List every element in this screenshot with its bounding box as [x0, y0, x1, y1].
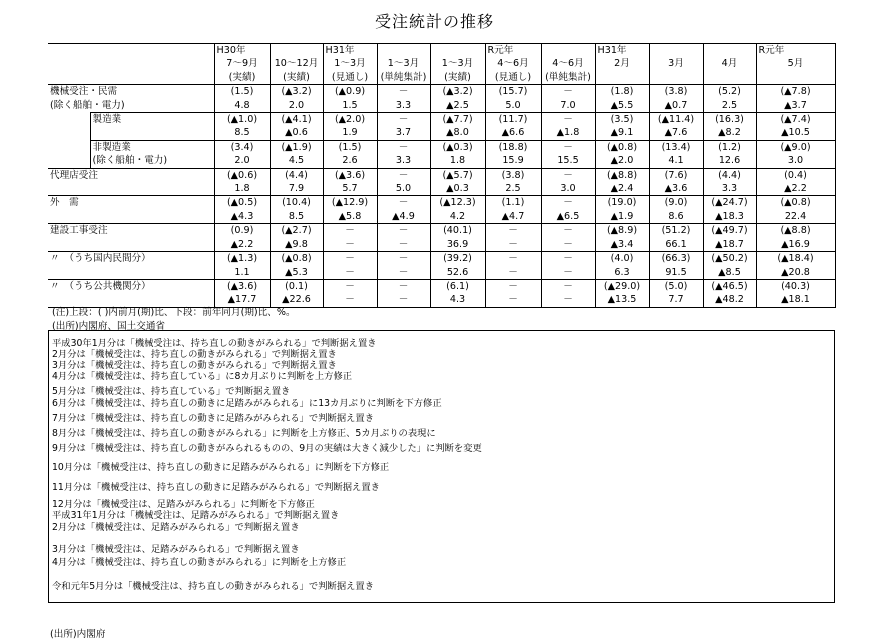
table-row — [48, 266, 835, 280]
row-label — [90, 126, 214, 140]
judgment-line: 2月分は「機械受注は、足踏みがみられる」で判断据え置き — [52, 522, 300, 533]
table-row — [48, 168, 835, 182]
table-cell: (13.4) — [649, 140, 703, 154]
table-cell: (▲49.7) — [703, 224, 756, 238]
table-cell: 3.0 — [756, 154, 835, 168]
table-cell: 1.5 — [323, 99, 377, 113]
indent-cell — [48, 126, 90, 140]
column-header: H31年 — [595, 44, 649, 58]
table-cell: ▲18.7 — [703, 238, 756, 252]
table-row — [48, 126, 835, 140]
column-header — [703, 44, 756, 58]
table-cell: － — [541, 196, 595, 210]
table-cell: 66.1 — [649, 238, 703, 252]
table-cell: － — [377, 168, 430, 182]
table-cell: 8.5 — [214, 126, 270, 140]
table-cell: (18.8) — [485, 140, 541, 154]
column-header: 1～3月 — [377, 57, 430, 70]
table-cell: (▲3.2) — [430, 85, 485, 99]
judgment-line: 3月分は「機械受注は、足踏みがみられる」で判断据え置き — [52, 544, 300, 555]
table-row — [48, 238, 835, 252]
table-row — [48, 279, 835, 293]
indent-cell — [48, 113, 90, 127]
table-cell: (▲8.8) — [756, 224, 835, 238]
table-cell: － — [541, 266, 595, 280]
table-cell: (▲8.8) — [595, 168, 649, 182]
table-cell: (7.6) — [649, 168, 703, 182]
table-cell: ▲8.0 — [430, 126, 485, 140]
column-header: R元年 — [756, 44, 835, 58]
table-cell: ▲5.3 — [270, 266, 323, 280]
judgment-line: 5月分は「機械受注は、持ち直している」で判断据え置き — [52, 386, 291, 397]
table-cell: 7.0 — [541, 99, 595, 113]
orders-table — [48, 43, 836, 308]
table-cell: (15.7) — [485, 85, 541, 99]
table-cell: 15.5 — [541, 154, 595, 168]
row-label: 外 需 — [48, 196, 214, 210]
column-header: 1～3月 — [430, 57, 485, 70]
table-cell: (40.3) — [756, 279, 835, 293]
table-cell: (▲2.7) — [270, 224, 323, 238]
table-cell: (▲0.3) — [430, 140, 485, 154]
table-cell: 4.2 — [430, 210, 485, 224]
table-cell: ▲16.9 — [756, 238, 835, 252]
table-cell: ▲5.8 — [323, 210, 377, 224]
table-cell: － — [377, 224, 430, 238]
column-header: (単純集計) — [541, 71, 595, 85]
table-cell: ▲8.5 — [703, 266, 756, 280]
table-cell: (1.8) — [595, 85, 649, 99]
table-cell: 3.3 — [377, 99, 430, 113]
row-label — [48, 182, 214, 196]
table-cell: (0.4) — [756, 168, 835, 182]
table-cell: (3.4) — [214, 140, 270, 154]
table-cell: (40.1) — [430, 224, 485, 238]
table-cell: － — [485, 279, 541, 293]
table-cell: ▲2.2 — [756, 182, 835, 196]
table-cell: － — [377, 293, 430, 307]
table-cell: (0.9) — [214, 224, 270, 238]
column-header — [756, 71, 835, 85]
table-cell: (0.1) — [270, 279, 323, 293]
table-cell: (▲8.9) — [595, 224, 649, 238]
table-cell: － — [377, 266, 430, 280]
table-cell: 2.0 — [270, 99, 323, 113]
table-row — [48, 154, 835, 168]
table-cell: ▲3.6 — [649, 182, 703, 196]
row-label: (除く船舶・電力) — [50, 99, 125, 111]
table-cell: (▲1.9) — [270, 140, 323, 154]
column-header: (見通し) — [323, 71, 377, 85]
table-cell: (▲12.9) — [323, 196, 377, 210]
table-cell: ▲3.4 — [595, 238, 649, 252]
judgment-line: 2月分は「機械受注は、持ち直しの動きがみられる」で判断据え置き — [52, 349, 337, 360]
table-cell: ▲20.8 — [756, 266, 835, 280]
table-cell: ▲0.7 — [649, 99, 703, 113]
table-cell: (▲3.6) — [214, 279, 270, 293]
table-cell: 8.6 — [649, 210, 703, 224]
table-cell: 1.8 — [430, 154, 485, 168]
table-cell: ▲6.5 — [541, 210, 595, 224]
indent-cell — [48, 154, 90, 168]
judgment-line: 8月分は「機械受注は、持ち直しの動きがみられる」に判断を上方修正、5カ月ぶりの表現に — [52, 428, 436, 439]
table-cell: (5.2) — [703, 85, 756, 99]
row-label: 建設工事受注 — [48, 224, 214, 238]
table-cell: (▲7.7) — [430, 113, 485, 127]
table-source: (出所)内閣府、国土交通省 — [52, 321, 166, 332]
indent-cell — [48, 140, 90, 154]
column-header — [270, 44, 323, 58]
column-header — [703, 71, 756, 85]
table-cell: (▲0.8) — [756, 196, 835, 210]
table-cell: (1.2) — [703, 140, 756, 154]
table-cell: 7.9 — [270, 182, 323, 196]
table-cell: － — [377, 252, 430, 266]
table-cell: (▲7.4) — [756, 113, 835, 127]
table-cell: (▲0.8) — [270, 252, 323, 266]
table-cell: － — [323, 279, 377, 293]
column-header: H31年 — [323, 44, 377, 58]
column-header: H30年 — [214, 44, 270, 58]
judgment-line: 12月分は「機械受注は、足踏みがみられる」に判断を下方修正 — [52, 499, 315, 510]
table-cell: － — [541, 140, 595, 154]
header-label-cell — [48, 44, 214, 58]
table-cell: (3.8) — [485, 168, 541, 182]
table-cell: － — [541, 113, 595, 127]
table-cell: － — [377, 196, 430, 210]
table-cell: (▲3.6) — [323, 168, 377, 182]
table-note: (注)上段：( )内前月(期)比、下段：前年同月(期)比、%。 — [52, 307, 296, 318]
table-cell: － — [541, 293, 595, 307]
table-cell: 1.9 — [323, 126, 377, 140]
table-cell: ▲48.2 — [703, 293, 756, 307]
table-cell: (▲0.5) — [214, 196, 270, 210]
table-cell: (▲18.4) — [756, 252, 835, 266]
table-cell: (6.1) — [430, 279, 485, 293]
column-header: (見通し) — [485, 71, 541, 85]
table-cell: － — [541, 279, 595, 293]
table-cell: 15.9 — [485, 154, 541, 168]
table-cell: (▲2.0) — [323, 113, 377, 127]
column-header: (単純集計) — [377, 71, 430, 85]
column-header — [649, 71, 703, 85]
table-cell: (4.0) — [595, 252, 649, 266]
table-cell: (19.0) — [595, 196, 649, 210]
column-header: 3月 — [649, 57, 703, 70]
table-cell: － — [377, 140, 430, 154]
table-cell: ▲18.3 — [703, 210, 756, 224]
header-label-cell — [48, 57, 214, 70]
table-cell: (4.4) — [270, 168, 323, 182]
column-header — [377, 44, 430, 58]
table-cell: 3.3 — [703, 182, 756, 196]
table-cell: ▲8.2 — [703, 126, 756, 140]
table-cell: (▲7.8) — [756, 85, 835, 99]
table-cell: － — [541, 168, 595, 182]
table-cell: (▲29.0) — [595, 279, 649, 293]
column-header: (実績) — [214, 71, 270, 85]
table-cell: (1.5) — [214, 85, 270, 99]
row-label: 製造業 — [90, 113, 214, 127]
table-cell: (▲24.7) — [703, 196, 756, 210]
table-cell: ▲0.6 — [270, 126, 323, 140]
column-header: 5月 — [756, 57, 835, 70]
table-cell: － — [323, 252, 377, 266]
column-header — [541, 44, 595, 58]
table-cell: － — [323, 238, 377, 252]
table-cell: ▲7.6 — [649, 126, 703, 140]
table-cell: 8.5 — [270, 210, 323, 224]
table-cell: 52.6 — [430, 266, 485, 280]
row-label — [48, 210, 214, 224]
table-cell: (5.0) — [649, 279, 703, 293]
table-cell: (9.0) — [649, 196, 703, 210]
table-row — [48, 196, 835, 210]
table-cell: － — [485, 266, 541, 280]
table-cell: ▲2.2 — [214, 238, 270, 252]
table-cell: － — [377, 113, 430, 127]
header-row — [48, 71, 835, 85]
table-cell: ▲6.6 — [485, 126, 541, 140]
table-cell: ▲2.0 — [595, 154, 649, 168]
table-cell: 4.8 — [214, 99, 270, 113]
judgment-line: 7月分は「機械受注は、持ち直しの動きに足踏みがみられる」で判断据え置き — [52, 413, 375, 424]
table-cell: 12.6 — [703, 154, 756, 168]
table-cell: － — [323, 266, 377, 280]
column-header: (実績) — [430, 71, 485, 85]
table-cell: (66.3) — [649, 252, 703, 266]
table-cell: ▲5.5 — [595, 99, 649, 113]
table-cell: ▲0.3 — [430, 182, 485, 196]
table-row — [48, 252, 835, 266]
header-row — [48, 57, 835, 70]
column-header: 1～3月 — [323, 57, 377, 70]
table-cell: 1.1 — [214, 266, 270, 280]
table-cell: 2.5 — [485, 182, 541, 196]
table-row — [48, 210, 835, 224]
table-cell: 3.3 — [377, 154, 430, 168]
judgment-line: 3月分は「機械受注は、持ち直しの動きがみられる」で判断据え置き — [52, 360, 337, 371]
table-cell: 2.5 — [703, 99, 756, 113]
table-cell: － — [541, 238, 595, 252]
table-cell: 91.5 — [649, 266, 703, 280]
table-cell: 5.0 — [485, 99, 541, 113]
table-row — [48, 113, 835, 127]
table-cell: － — [323, 293, 377, 307]
table-cell: － — [541, 85, 595, 99]
table-cell: ▲13.5 — [595, 293, 649, 307]
table-cell: － — [377, 85, 430, 99]
table-cell: ▲4.7 — [485, 210, 541, 224]
table-cell: (1.5) — [323, 140, 377, 154]
table-cell: (10.4) — [270, 196, 323, 210]
table-cell: － — [377, 279, 430, 293]
table-cell: (▲9.0) — [756, 140, 835, 154]
table-cell: ▲9.1 — [595, 126, 649, 140]
table-cell: 5.7 — [323, 182, 377, 196]
judgment-line: 令和元年5月分は「機械受注は、持ち直しの動きがみられる」で判断据え置き — [52, 581, 375, 592]
column-header — [649, 44, 703, 58]
row-label: 代理店受注 — [48, 168, 214, 182]
table-cell: － — [485, 293, 541, 307]
table-cell: 3.7 — [377, 126, 430, 140]
table-cell: (▲11.4) — [649, 113, 703, 127]
table-cell: 5.0 — [377, 182, 430, 196]
table-cell: ▲1.9 — [595, 210, 649, 224]
table-cell: (11.7) — [485, 113, 541, 127]
table-cell: 2.0 — [214, 154, 270, 168]
table-cell: 2.6 — [323, 154, 377, 168]
column-header: R元年 — [485, 44, 541, 58]
table-cell: 7.7 — [649, 293, 703, 307]
table-cell: ▲9.8 — [270, 238, 323, 252]
table-cell: (▲46.5) — [703, 279, 756, 293]
judgment-line: 6月分は「機械受注は、持ち直しの動きに足踏みがみられる」に13カ月ぶりに判断を下方修正 — [52, 398, 442, 409]
judgment-history-box — [48, 330, 835, 603]
column-header: (実績) — [270, 71, 323, 85]
table-cell: ▲22.6 — [270, 293, 323, 307]
table-cell: － — [323, 224, 377, 238]
table-cell: ▲1.8 — [541, 126, 595, 140]
table-cell: ▲17.7 — [214, 293, 270, 307]
table-cell: (▲3.2) — [270, 85, 323, 99]
table-cell: ▲2.5 — [430, 99, 485, 113]
table-cell: ▲4.9 — [377, 210, 430, 224]
row-label: (除く船舶・電力) — [90, 154, 214, 168]
table-cell: (▲4.1) — [270, 113, 323, 127]
table-cell: (16.3) — [703, 113, 756, 127]
table-row — [48, 140, 835, 154]
table-cell: － — [485, 224, 541, 238]
column-header: 7～9月 — [214, 57, 270, 70]
column-header: 4月 — [703, 57, 756, 70]
table-cell: (▲1.0) — [214, 113, 270, 127]
judgment-line: 9月分は「機械受注は、持ち直しの動きがみられるものの、9月の実績は大きく減少した」に判断を変更 — [52, 443, 482, 454]
row-label — [48, 238, 214, 252]
table-row — [48, 99, 835, 113]
table-cell: (4.4) — [703, 168, 756, 182]
table-cell: (▲5.7) — [430, 168, 485, 182]
judgment-line: 11月分は「機械受注は、持ち直しの動きに足踏みがみられる」で判断据え置き — [52, 482, 380, 493]
table-cell: ▲18.1 — [756, 293, 835, 307]
table-cell: (39.2) — [430, 252, 485, 266]
table-cell: 3.0 — [541, 182, 595, 196]
page-title: 受注統計の推移 — [374, 12, 494, 31]
table-cell: 1.8 — [214, 182, 270, 196]
judgment-line: 10月分は「機械受注は、持ち直しの動きに足踏みがみられる」に判断を下方修正 — [52, 462, 390, 473]
table-cell: － — [485, 238, 541, 252]
row-label: 〃 （うち国内民間分） — [48, 252, 214, 266]
table-cell: (1.1) — [485, 196, 541, 210]
table-cell: ▲4.3 — [214, 210, 270, 224]
table-cell: (▲50.2) — [703, 252, 756, 266]
row-label — [48, 266, 214, 280]
table-cell: (51.2) — [649, 224, 703, 238]
table-cell: － — [485, 252, 541, 266]
row-label: 機械受注・民需 — [48, 85, 214, 99]
column-header: 4～6月 — [485, 57, 541, 70]
table-cell: (3.5) — [595, 113, 649, 127]
table-cell: (▲0.8) — [595, 140, 649, 154]
column-header — [430, 44, 485, 58]
table-cell: － — [541, 224, 595, 238]
table-cell: (▲0.6) — [214, 168, 270, 182]
column-header: 10～12月 — [270, 57, 323, 70]
table-cell: 36.9 — [430, 238, 485, 252]
table-cell: 22.4 — [756, 210, 835, 224]
column-header: 2月 — [595, 57, 649, 70]
table-row — [48, 224, 835, 238]
row-label: 〃 （うち公共機関分） — [48, 279, 214, 293]
table-cell: － — [377, 238, 430, 252]
table-cell: (▲0.9) — [323, 85, 377, 99]
judgment-line: 平成31年1月分は「機械受注は、足踏みがみられる」で判断据え置き — [52, 510, 340, 521]
row-label: 非製造業 — [90, 140, 214, 154]
box-source: (出所)内閣府 — [50, 629, 106, 640]
column-header: 4～6月 — [541, 57, 595, 70]
judgment-line: 4月分は「機械受注は、持ち直している」に8カ月ぶりに判断を上方修正 — [52, 371, 353, 382]
header-label-cell — [48, 71, 214, 85]
table-cell: 6.3 — [595, 266, 649, 280]
table-cell: (▲12.3) — [430, 196, 485, 210]
table-cell: (3.8) — [649, 85, 703, 99]
table-cell: 4.1 — [649, 154, 703, 168]
table-cell: － — [541, 252, 595, 266]
table-row — [48, 182, 835, 196]
table-cell: ▲10.5 — [756, 126, 835, 140]
judgment-line: 平成30年1月分は「機械受注は、持ち直しの動きがみられる」で判断据え置き — [52, 338, 377, 349]
table-row — [48, 85, 835, 99]
table-cell: ▲3.7 — [756, 99, 835, 113]
header-row — [48, 44, 835, 58]
table-cell: (▲1.3) — [214, 252, 270, 266]
table-cell: 4.5 — [270, 154, 323, 168]
table-cell: 4.3 — [430, 293, 485, 307]
judgment-line: 4月分は「機械受注は、持ち直しの動きがみられる」に判断を上方修正 — [52, 557, 347, 568]
table-cell: ▲2.4 — [595, 182, 649, 196]
column-header — [595, 71, 649, 85]
